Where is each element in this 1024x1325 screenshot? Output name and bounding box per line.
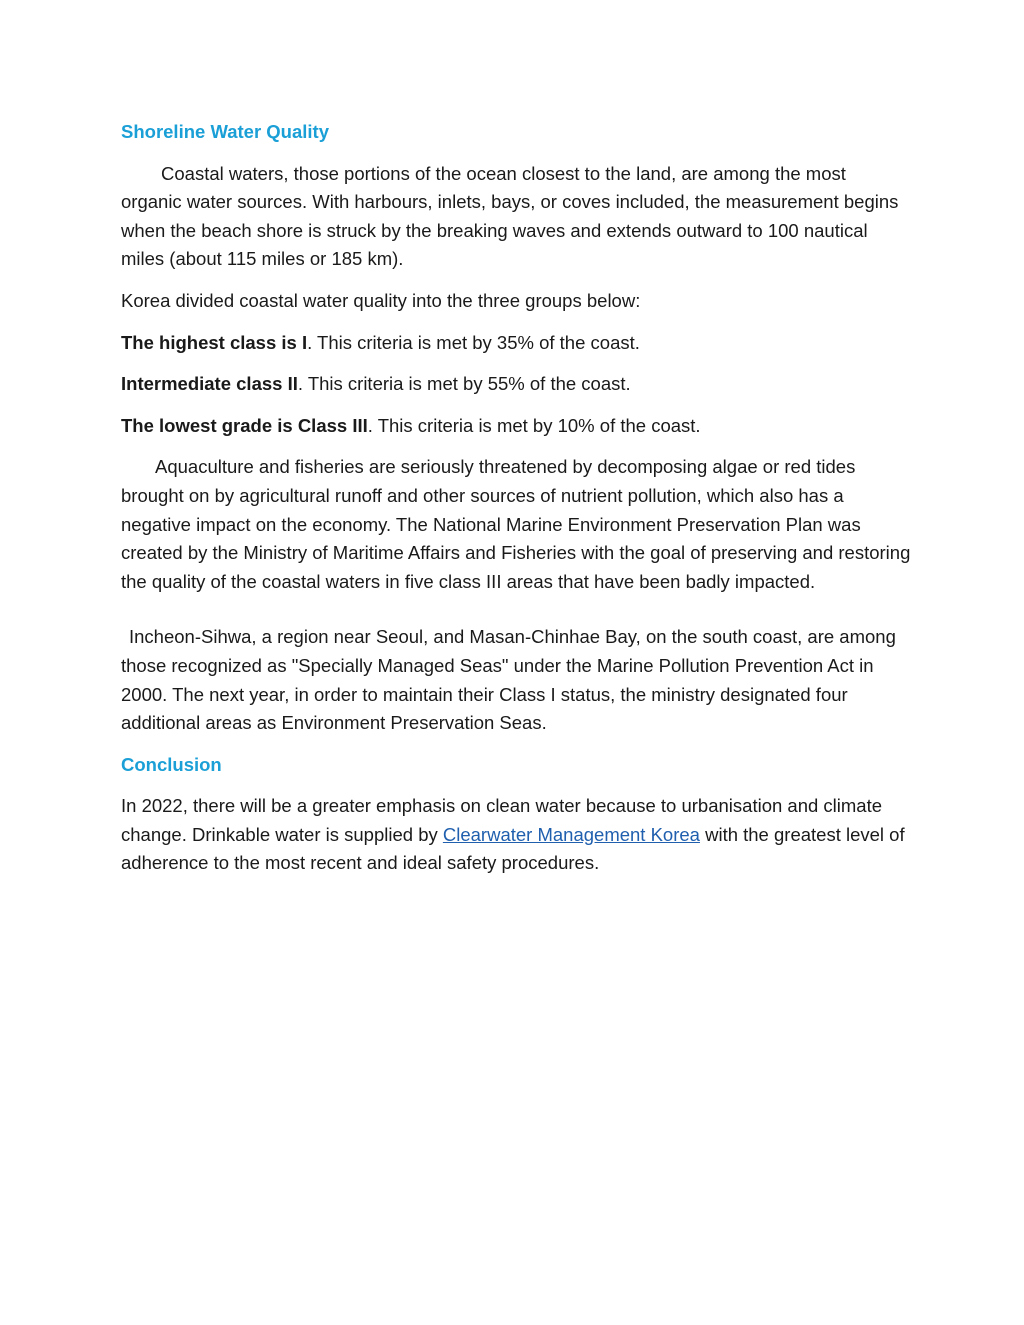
groups-intro-paragraph: Korea divided coastal water quality into the three groups below:: [121, 289, 641, 311]
class-item-lowest: [121, 412, 911, 441]
class-label: Intermediate class II: [121, 373, 298, 395]
class-text: . This criteria is met by 35% of the coast.: [307, 331, 640, 353]
document-page: [121, 118, 911, 891]
section-heading-conclusion: Conclusion: [121, 753, 222, 775]
conclusion-text-after: with the greatest level of adherence to the most recent and ideal safety procedures.: [121, 823, 905, 874]
class-item-intermediate: [121, 370, 911, 399]
class-label: The lowest grade is Class III: [121, 414, 368, 436]
class-text: . This criteria is met by 55% of the coast.: [297, 373, 631, 395]
class-label: The highest class is I: [121, 331, 308, 353]
conclusion-paragraph: [121, 792, 911, 878]
intro-paragraph: Coastal waters, those portions of the ocean closest to the land, are among the most organic water sources. With harbours, inlets, bays, or coves included, the measurement begins when the beach shore is struck by the breaking waves and extends outward to 100 nautical miles (about 115 miles or 185 km).: [121, 162, 899, 270]
conclusion-text-before: In 2022, there will be a greater emphasis on clean water because to urbanisation and climate change. Drinkable water is supplied by: [121, 795, 883, 845]
clearwater-link[interactable]: Clearwater Management Korea: [442, 823, 700, 845]
class-item-highest: [121, 329, 911, 358]
section-heading-shoreline: Shoreline Water Quality: [121, 121, 329, 142]
class-text: . This criteria is met by 10% of the coast.: [367, 414, 701, 436]
aquaculture-paragraph: Aquaculture and fisheries are seriously threatened by decomposing algae or red tides brought on by agricultural runoff and other sources of nutrient pollution, which also has a negative impact on the economy. The National Marine Environment Preservation Plan was created by the Ministry of Maritime Affairs and Fisheries with the goal of preserving and restoring the quality of the coastal waters in five class III areas that have been badly impacted.: [121, 456, 911, 592]
incheon-paragraph: Incheon-Sihwa, a region near Seoul, and Masan-Chinhae Bay, on the south coast, are among those recognized as "Specially Managed Seas" under the Marine Pollution Prevention Act in 2000. The next year, in order to maintain their Class I status, the ministry designated four additional areas as Environment Preservation Seas.: [121, 626, 896, 734]
